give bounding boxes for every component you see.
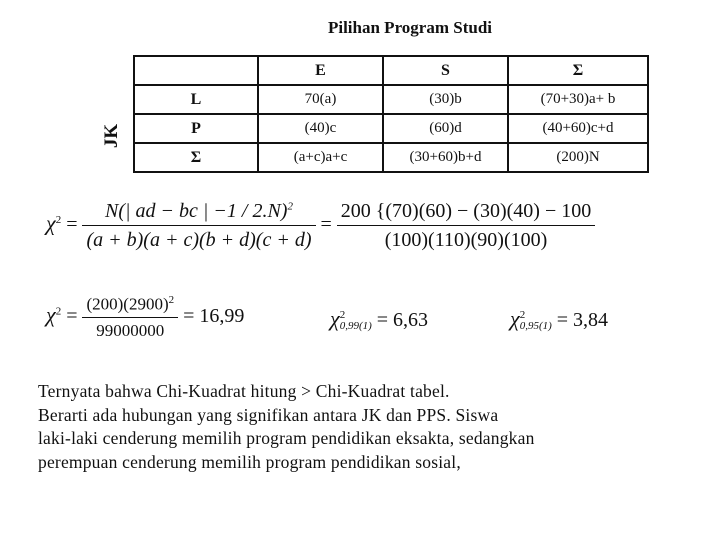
conclusion-paragraph bbox=[38, 380, 708, 474]
chi-table-value-095 bbox=[510, 306, 608, 332]
chi-subscript: 0,99(1) bbox=[339, 320, 372, 333]
table-row bbox=[134, 143, 648, 172]
contingency-table bbox=[133, 55, 649, 173]
paragraph-line: laki-laki cenderung memilih program pendidikan eksakta, sedangkan bbox=[38, 428, 535, 448]
table-cell: E bbox=[258, 56, 383, 85]
numerator-superscript: 2 bbox=[287, 200, 293, 213]
table-cell: L bbox=[134, 85, 258, 114]
page-title: Pilihan Program Studi bbox=[327, 18, 493, 37]
table-cell: (40)c bbox=[258, 114, 383, 143]
chi-square-result bbox=[46, 294, 244, 341]
table-header-row bbox=[134, 56, 648, 85]
row-axis-label: JK bbox=[101, 123, 122, 149]
chi-table-value-099 bbox=[330, 306, 428, 332]
table-cell: Σ bbox=[134, 143, 258, 172]
result-numerator-superscript: 2 bbox=[168, 294, 175, 306]
chi-superscript: 2 bbox=[519, 309, 526, 322]
numerator-text: N(| ad − bc | −1 / 2.N) bbox=[105, 200, 288, 222]
formula-numerator bbox=[82, 200, 315, 226]
chi-symbol: χ bbox=[46, 210, 56, 236]
table-cell: 70(a) bbox=[258, 85, 383, 114]
table-cell: S bbox=[383, 56, 508, 85]
result-value: = 16,99 bbox=[183, 304, 245, 327]
chi-superscript: 2 bbox=[339, 309, 346, 322]
chi-table-value: = 3,84 bbox=[556, 309, 609, 331]
table-cell: (70+30)a+ b bbox=[508, 85, 648, 114]
chi-superscript: 2 bbox=[55, 305, 62, 318]
table-cell bbox=[134, 56, 258, 85]
table-cell: Σ bbox=[508, 56, 648, 85]
substituted-fraction bbox=[337, 200, 595, 252]
paragraph-line: Ternyata bahwa Chi-Kuadrat hitung > Chi-Kuadrat tabel. bbox=[38, 381, 450, 401]
table-cell: (30+60)b+d bbox=[383, 143, 508, 172]
formula-fraction bbox=[82, 200, 315, 252]
formula-denominator: (a + b)(a + c)(b + d)(c + d) bbox=[86, 229, 312, 251]
table-row bbox=[134, 114, 648, 143]
table-row bbox=[134, 85, 648, 114]
result-denominator: 99000000 bbox=[96, 320, 165, 340]
chi-symbol: χ bbox=[330, 306, 340, 331]
chi-superscript: 2 bbox=[55, 213, 62, 226]
equals-sign: = bbox=[66, 304, 78, 327]
result-numerator-text: (200)(2900) bbox=[86, 294, 169, 314]
result-fraction bbox=[82, 294, 178, 341]
table-cell: (60)d bbox=[383, 114, 508, 143]
chi-symbol: χ bbox=[46, 301, 56, 327]
chi-indices bbox=[520, 310, 552, 332]
table-cell: (200)N bbox=[508, 143, 648, 172]
equals-sign: = bbox=[320, 213, 332, 236]
table-cell: (30)b bbox=[383, 85, 508, 114]
equals-sign: = bbox=[66, 213, 78, 236]
substituted-denominator: (100)(110)(90)(100) bbox=[384, 229, 548, 251]
table-cell: (40+60)c+d bbox=[508, 114, 648, 143]
chi-subscript: 0,95(1) bbox=[519, 320, 552, 333]
chi-indices bbox=[340, 310, 372, 332]
chi-square-formula bbox=[46, 200, 595, 252]
paragraph-line: Berarti ada hubungan yang signifikan antara JK dan PPS. Siswa bbox=[38, 404, 499, 425]
chi-table-value: = 6,63 bbox=[376, 309, 429, 331]
chi-symbol: χ bbox=[510, 306, 520, 331]
table-cell: (a+c)a+c bbox=[258, 143, 383, 172]
paragraph-line: perempuan cenderung memilih program pendidikan sosial, bbox=[38, 451, 461, 472]
result-numerator bbox=[82, 294, 178, 318]
substituted-numerator: 200 {(70)(60) − (30)(40) − 100 bbox=[337, 200, 595, 226]
table-cell: P bbox=[134, 114, 258, 143]
